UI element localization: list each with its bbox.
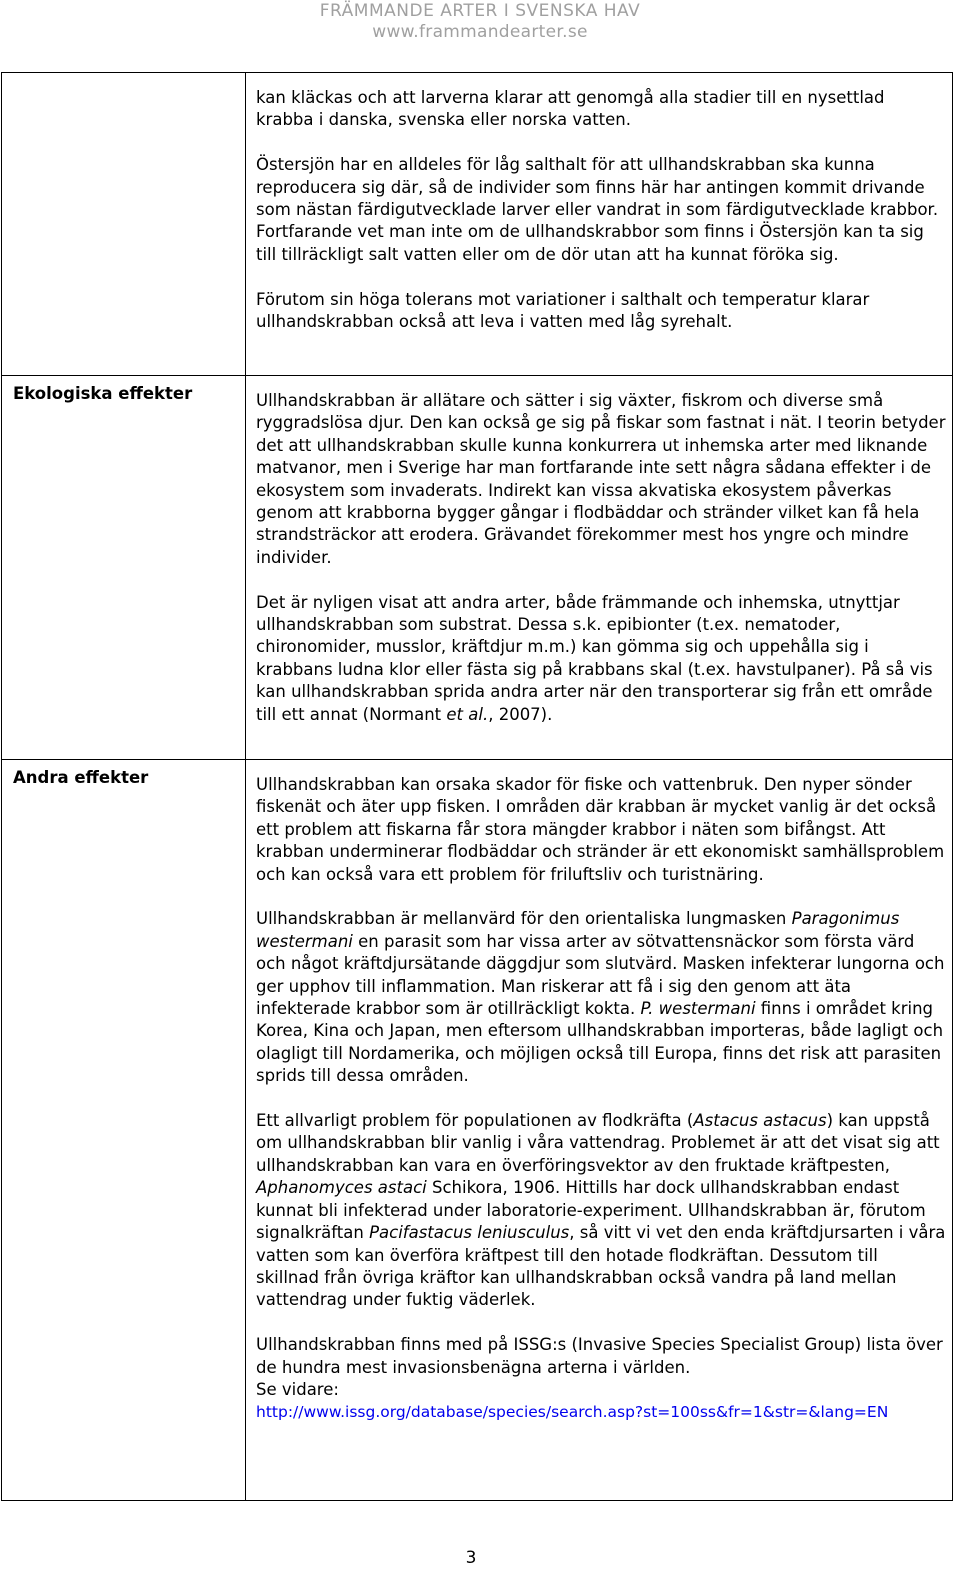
paragraph: Ullhandskrabban kan orsaka skador för fiske och vattenbruk. Den nyper sönder fiskenät och äter upp fisken. I områden där krabban är mycket vanlig är det också ett problem att fiskarna får stora mängder krabbor i näten som bifångst. Att krabban underminerar flodbäddar och stränder är ett ekonomiskt samhällsproblem och kan också vara ett problem för friluftsliv och turistnäring. — [256, 775, 945, 884]
paragraph — [256, 908, 946, 1087]
text-span: Ullhandskrabban är mellanvärd för den orientaliska lungmasken — [256, 909, 792, 929]
row-content — [246, 376, 953, 760]
row-content — [246, 73, 953, 376]
italic-text: Astacus astacus — [693, 1111, 827, 1131]
paragraph — [256, 592, 946, 726]
paragraph: Förutom sin höga tolerans mot variationer i salthalt och temperatur klarar ullhandskrabban också att leva i vatten med låg syrehalt. — [256, 289, 870, 332]
row-label-other-effects: Andra effekter — [2, 760, 246, 1501]
issg-link[interactable]: http://www.issg.org/database/species/search.asp?st=100ss&fr=1&str=&lang=EN — [256, 1403, 889, 1422]
table-row — [2, 376, 953, 760]
row-label — [2, 73, 246, 376]
italic-text: Pacifastacus leniusculus — [369, 1223, 570, 1243]
header-url: www.frammandearter.se — [372, 22, 588, 42]
text-span: , 2007). — [488, 704, 553, 724]
text-span: ) kan uppstå om ullhandskrabban blir vanlig i våra vattendrag. Problemet är att det visat sig att ullhandskrabban kan vara en överföringsvektor av den fruktade kräftpesten, — [256, 1111, 940, 1175]
text-span: Schikora, 1906. Hittills har dock ullhandskrabban endast kunnat bli infekterad under laboratorie-experiment. Ullhandskrabban är, förutom signalkräftan — [256, 1178, 926, 1243]
text-span: Det är nyligen visat att andra arter, både främmande och inhemska, utnyttjar ullhandskrabban som substrat. Dessa s.k. epibionter (t.ex. nematoder, chironomider, musslor, kräftdjur m.m.) kan gömma sig och uppehålla sig i krabbans ludna klor eller fästa sig på krabbans skal (t.ex. havstulpaner). På så vis kan ullhandskrabban sprida andra arter när den transporterar sig från ett område till ett annat (Normant — [256, 592, 933, 724]
paragraph: Östersjön har en alldeles för låg salthalt för att ullhandskrabban ska kunna reproducera sig där, så de individer som finns här har antingen kommit drivande som nästan färdigutvecklade larver eller vandrat in som färdigutvecklade krabbor. Fortfarande vet man inte om de ullhandskrabbor som finns i Östersjön kan ta sig till tillräckligt salt vatten eller om de dör utan att ha kunnat föröka sig. — [256, 155, 939, 264]
table-row — [2, 73, 953, 376]
species-info-table — [1, 72, 953, 1501]
page-number: 3 — [465, 1548, 477, 1568]
paragraph: Ullhandskrabban är allätare och sätter i sig växter, fiskrom och diverse små ryggradslösa djur. Den kan också ge sig på fiskar som fastnat i nät. I teorin betyder det att ullhandskrabban skulle kunna konkurrera ut inhemska arter med liknande matvanor, men i Sverige har man fortfarande inte sett några sådana effekter i de ekosystem som invaderats. Indirekt kan vissa akvatiska ekosystem påverkas genom att krabborna bygger gångar i flodbäddar och stränder vilket kan få hela strandsträckor att erodera. Grävandet förekommer mest hos yngre och mindre individer. — [256, 391, 946, 567]
paragraph — [256, 1110, 946, 1312]
paragraph: kan kläckas och att larverna klarar att genomgå alla stadier till en nysettlad krabba i danska, svenska eller norska vatten. — [256, 88, 885, 130]
italic-text: Aphanomyces astaci — [256, 1178, 427, 1198]
table-row — [2, 760, 953, 1501]
italic-text: Paragonimus westermani — [256, 909, 900, 951]
header-title: FRÄMMANDE ARTER I SVENSKA HAV — [319, 1, 641, 21]
paragraph — [256, 1334, 946, 1424]
italic-text: et al. — [446, 704, 489, 724]
see-also-label: Se vidare: — [256, 1379, 339, 1399]
text-span: en parasit som har vissa arter av sötvattensnäckor som första värd och något kräftdjursätande däggdjur som slutvärd. Masken infekterar lungorna och ger upphov till inflammation. Man riskerar att få i sig den genom att äta infekterade krabbor som är otillräckligt kokta. — [256, 931, 945, 1019]
row-content — [246, 760, 953, 1501]
italic-text: P. westermani — [640, 999, 756, 1019]
text-span: Ullhandskrabban finns med på ISSG:s (Invasive Species Specialist Group) lista över de hundra mest invasionsbenägna arterna i världen. — [256, 1335, 943, 1377]
row-label-ecological-effects: Ekologiska effekter — [2, 376, 246, 760]
text-span: , så vitt vi vet den enda kräftdjursarten i våra vatten som kan överföra kräftpest till den hotade flodkräftan. Dessutom till skillnad från övriga kräftor kan ullhandskrabban också vandra på land mellan vattendrag under fuktig väderlek. — [256, 1223, 946, 1310]
text-span: Ett allvarligt problem för populationen av flodkräfta ( — [256, 1111, 694, 1131]
text-span: finns i området kring Korea, Kina och Japan, men eftersom ullhandskrabban importeras, både lagligt och olagligt till Nordamerika, och möjligen också till Europa, finns det risk att parasiten sprids till dessa områden. — [256, 999, 944, 1086]
